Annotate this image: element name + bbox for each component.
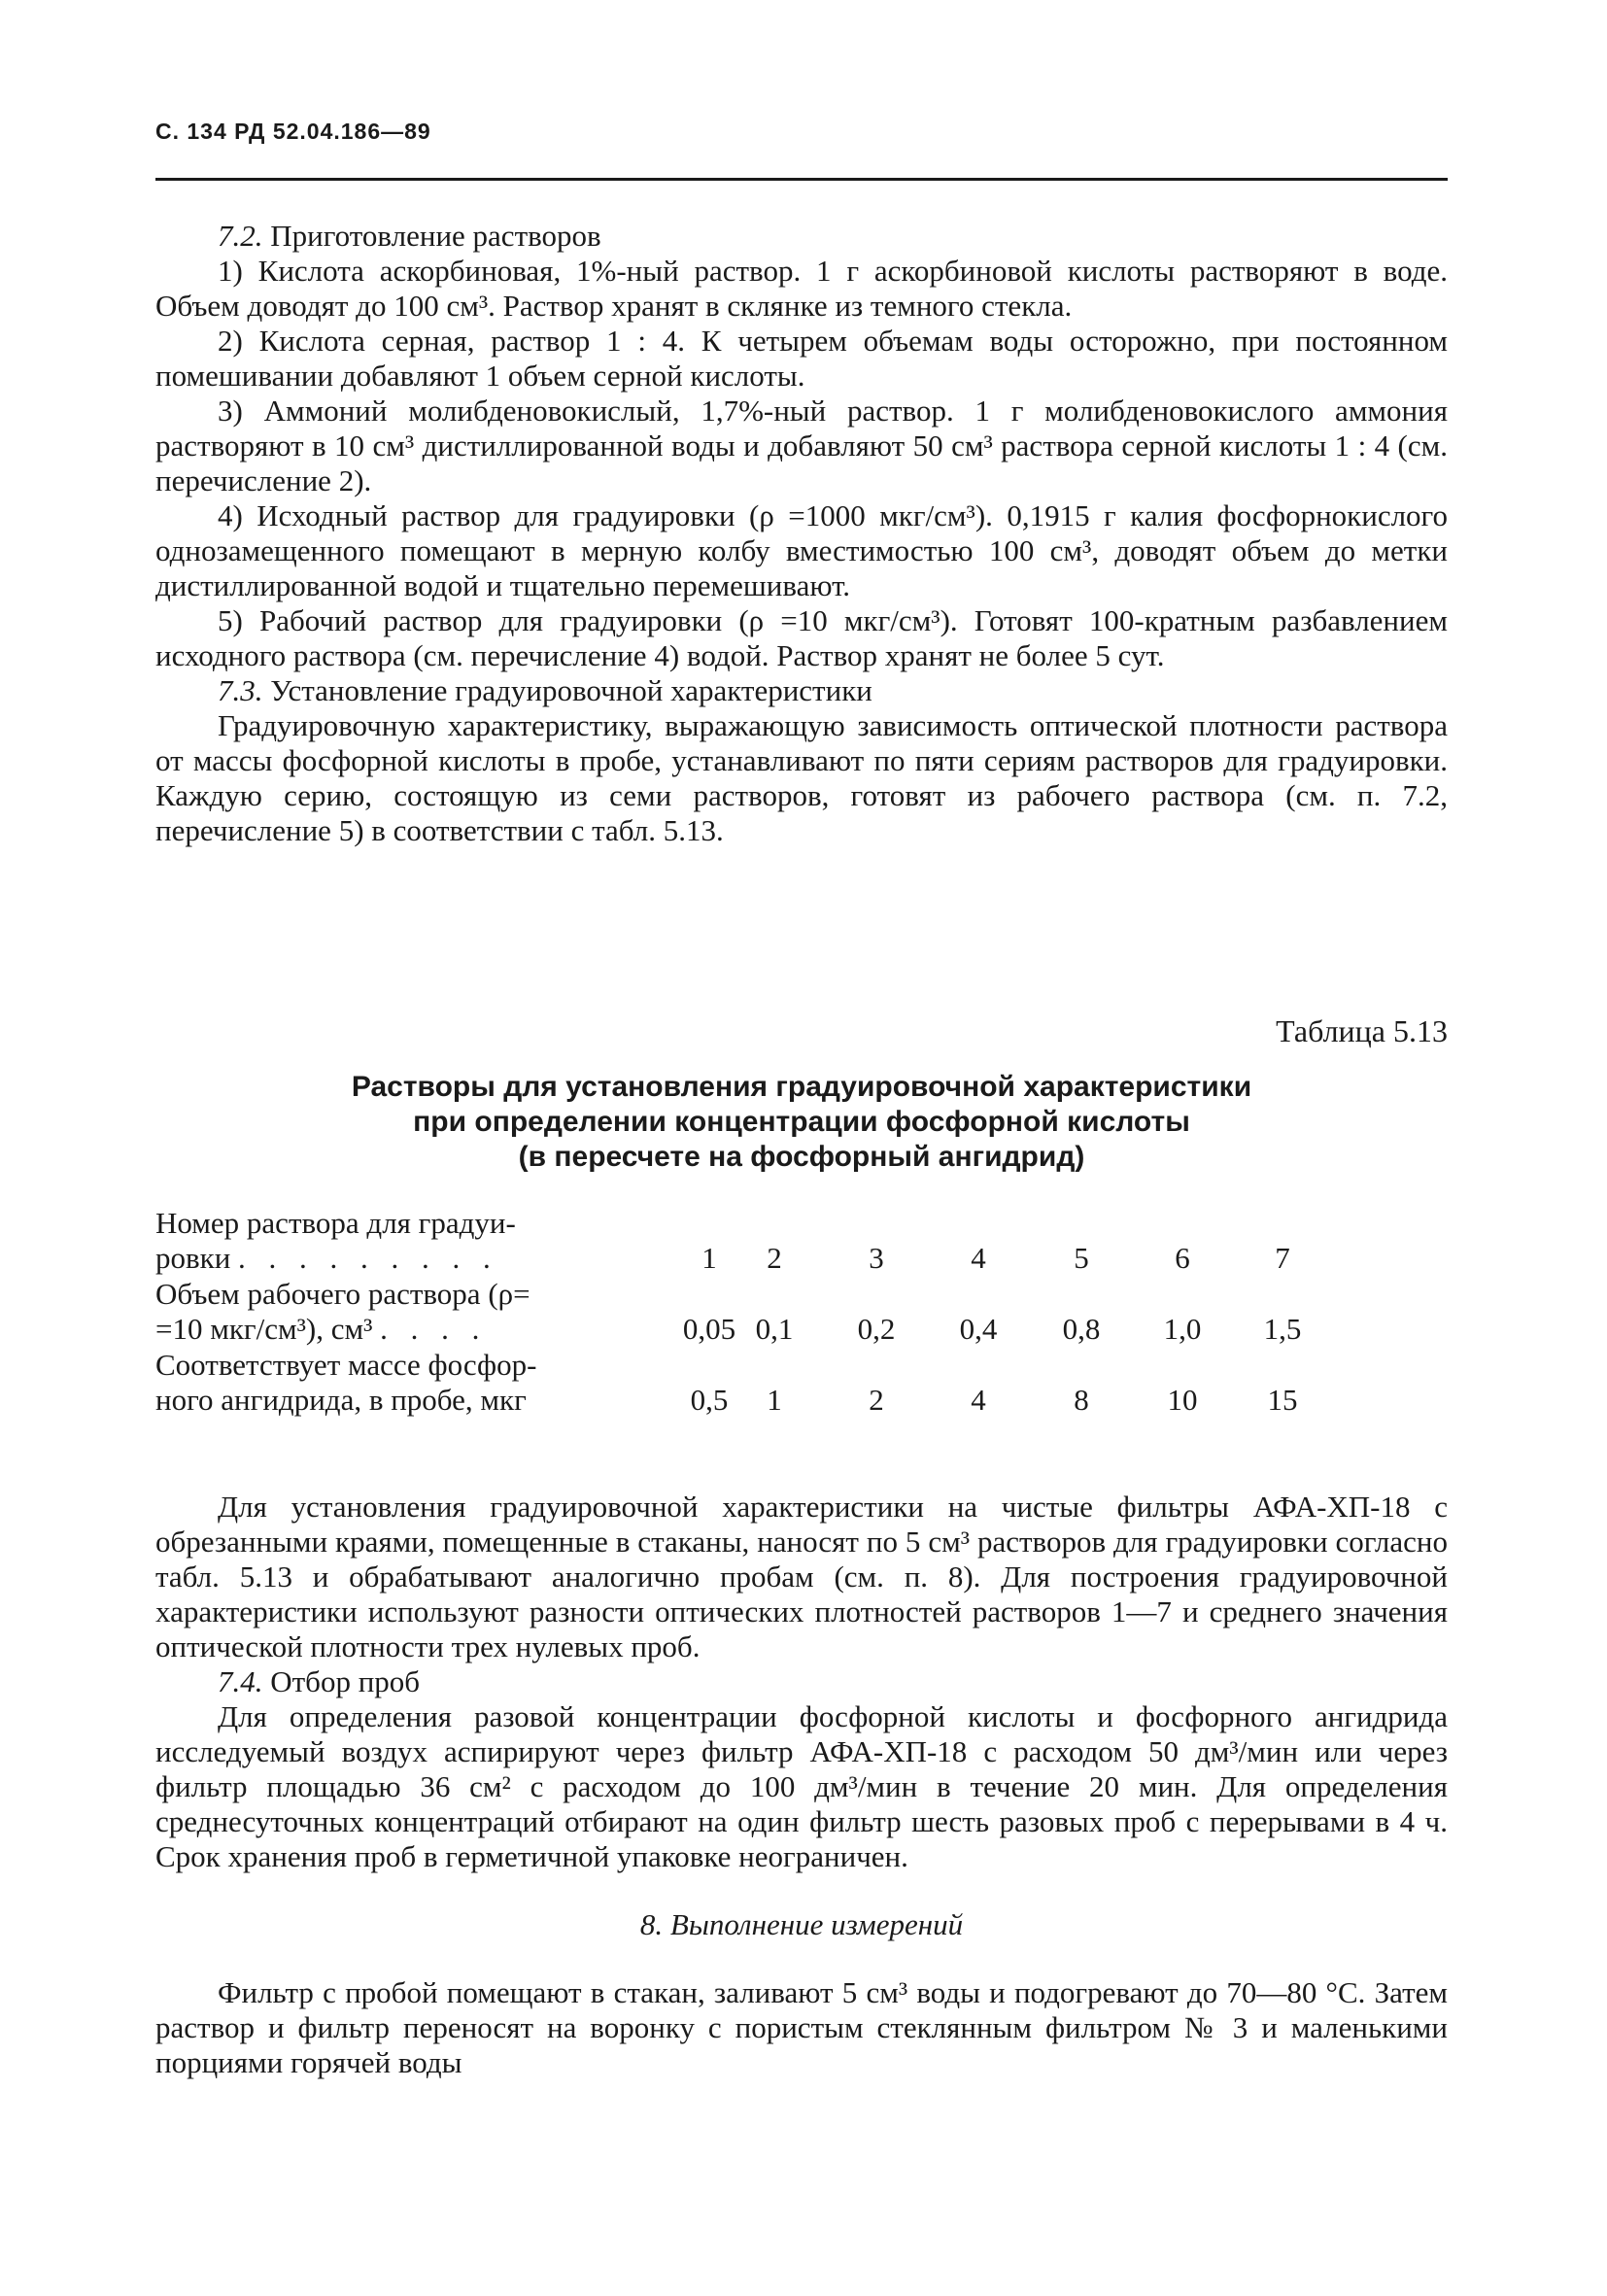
row-label	[155, 1348, 651, 1418]
list-item-3: 3) Аммоний молибденовокислый, 1,7%-ный раствор. 1 г молибденовокислого аммония растворяют в 10 см³ дистиллированной воды и добавляют 50 см³ раствора серной кислоты 1 : 4 (см. перечисление 2).	[155, 394, 1448, 497]
paragraph-after-table: Для установления градуировочной характеристики на чистые фильтры АФА-ХП-18 с обрезанными краями, помещенные в стаканы, наносят по 5 см³ растворов для градуировки согласно табл. 5.13 и обрабатывают аналогично пробам (см. п. 8). Для построения градуировочной характеристики используют разности оптических плотностей растворов 1—7 и среднего значения оптической плотности трех нулевых проб.	[155, 1490, 1448, 1663]
table-cell: 1,0	[1163, 1312, 1202, 1346]
section-number: 7.3.	[218, 673, 263, 707]
table-cell: 5	[1074, 1241, 1089, 1275]
table-caption: Таблица 5.13	[1276, 1013, 1448, 1048]
table-cell: 1,5	[1263, 1312, 1302, 1346]
section-heading-7-2	[155, 219, 1448, 254]
table-cell: 0,05	[682, 1312, 736, 1346]
section-title: Отбор проб	[270, 1664, 421, 1698]
row-label-line	[155, 1241, 651, 1276]
table-cell: 4	[971, 1241, 986, 1275]
list-item-1: 1) Кислота аскорбиновая, 1%-ный раствор. 1 г аскорбиновой кислоты растворяют в воде. Объем доводят до 100 см³. Раствор хранят в склянке из темного стекла.	[155, 254, 1448, 323]
table-cell: 8	[1074, 1383, 1089, 1417]
section-number: 7.4.	[218, 1664, 263, 1698]
row-label-line	[155, 1383, 651, 1418]
table-title-line: при определении концентрации фосфорной кислоты	[413, 1106, 1190, 1138]
table-cell: 0,4	[959, 1312, 998, 1346]
table-cell: 0,1	[755, 1312, 794, 1346]
table-row	[155, 1206, 1448, 1277]
list-item-5: 5) Рабочий раствор для градуировки (ρ =10 мкг/см³). Готовят 100-кратным разбавлением исходного раствора (см. перечисление 4) водой. Раствор хранят не более 5 сут.	[155, 603, 1448, 672]
table-cell: 4	[971, 1383, 986, 1417]
table-title-line: Растворы для установления градуировочной характеристики	[351, 1071, 1252, 1103]
list-item-2: 2) Кислота серная, раствор 1 : 4. К четырем объемам воды осторожно, при постоянном помешивании добавляют 1 объем серной кислоты.	[155, 324, 1448, 393]
list-item-4: 4) Исходный раствор для градуировки (ρ =1000 мкг/см³). 0,1915 г калия фосфорнокислого однозамещенного помещают в мерную колбу вместимостью 100 см³, доводят объем до метки дистиллированной водой и тщательно перемешивают.	[155, 498, 1448, 602]
table-title	[155, 1070, 1448, 1175]
table-cell: 0,8	[1062, 1312, 1101, 1346]
section-number: 7.2.	[218, 219, 263, 253]
table-row	[155, 1277, 1448, 1348]
row-label	[155, 1277, 651, 1347]
section-heading-7-3	[155, 673, 1448, 708]
table-cell: 1	[767, 1383, 782, 1417]
row-label-line: Соответствует массе фосфор-	[155, 1348, 537, 1382]
table-cell: 15	[1267, 1383, 1298, 1417]
post-table-text	[155, 1490, 1448, 2080]
section-title: Приготовление растворов	[270, 219, 601, 253]
row-label-line	[155, 1312, 651, 1347]
table-cell: 3	[869, 1241, 884, 1275]
table-cell: 2	[869, 1383, 884, 1417]
paragraph-8: Фильтр с пробой помещают в стакан, заливают 5 см³ воды и подогревают до 70—80 °С. Затем раствор и фильтр переносят на воронку с пористым стеклянным фильтром № 3 и маленькими порциями горячей воды	[155, 1975, 1448, 2079]
section-7-text	[155, 219, 1448, 848]
row-label-line: Номер раствора для градуи-	[155, 1206, 516, 1240]
leader-dots: . . . . . . . . .	[238, 1241, 498, 1275]
table-cell: 2	[767, 1241, 782, 1275]
row-label-text: ного ангидрида, в пробе, мкг	[155, 1383, 527, 1417]
table-row	[155, 1348, 1448, 1419]
table-cell: 1	[701, 1241, 717, 1275]
table-title-line: (в пересчете на фосфорный ангидрид)	[518, 1141, 1085, 1173]
calibration-table	[155, 1206, 1448, 1419]
table-cell: 6	[1175, 1241, 1190, 1275]
table-cell: 7	[1275, 1241, 1290, 1275]
paragraph-7-4: Для определения разовой концентрации фосфорной кислоты и фосфорного ангидрида исследуемый воздух аспирируют через фильтр АФА-ХП-18 с расходом 50 дм³/мин или через фильтр площадью 36 см² с расходом до 100 дм³/мин в течение 20 мин. Для определения среднесуточных концентраций отбирают на один фильтр шесть разовых проб с перерывами в 4 ч. Срок хранения проб в герметичной упаковке неограничен.	[155, 1699, 1448, 1873]
page-header: С. 134 РД 52.04.186—89	[155, 119, 431, 144]
table-cell: 0,2	[857, 1312, 896, 1346]
section-heading-7-4	[155, 1664, 1448, 1699]
section-heading-8: 8. Выполнение измерений	[639, 1907, 964, 1941]
paragraph-7-3: Градуировочную характеристику, выражающую зависимость оптической плотности раствора от массы фосфорной кислоты в пробе, устанавливают по пяти сериям растворов для градуировки. Каждую серию, состоящую из семи растворов, готовят из рабочего раствора (см. п. 7.2, перечисление 5) в соответствии с табл. 5.13.	[155, 708, 1448, 847]
leader-dots: . . . .	[380, 1312, 488, 1346]
row-label-text: ровки	[155, 1241, 231, 1275]
table-cell: 10	[1167, 1383, 1198, 1417]
row-label-text: =10 мкг/см³), см³	[155, 1312, 373, 1346]
row-label-line: Объем рабочего раствора (ρ=	[155, 1277, 530, 1311]
section-title: Установление градуировочной характеристики	[270, 673, 872, 707]
table-cell: 0,5	[690, 1383, 729, 1417]
row-label	[155, 1206, 651, 1276]
header-rule	[155, 178, 1448, 181]
